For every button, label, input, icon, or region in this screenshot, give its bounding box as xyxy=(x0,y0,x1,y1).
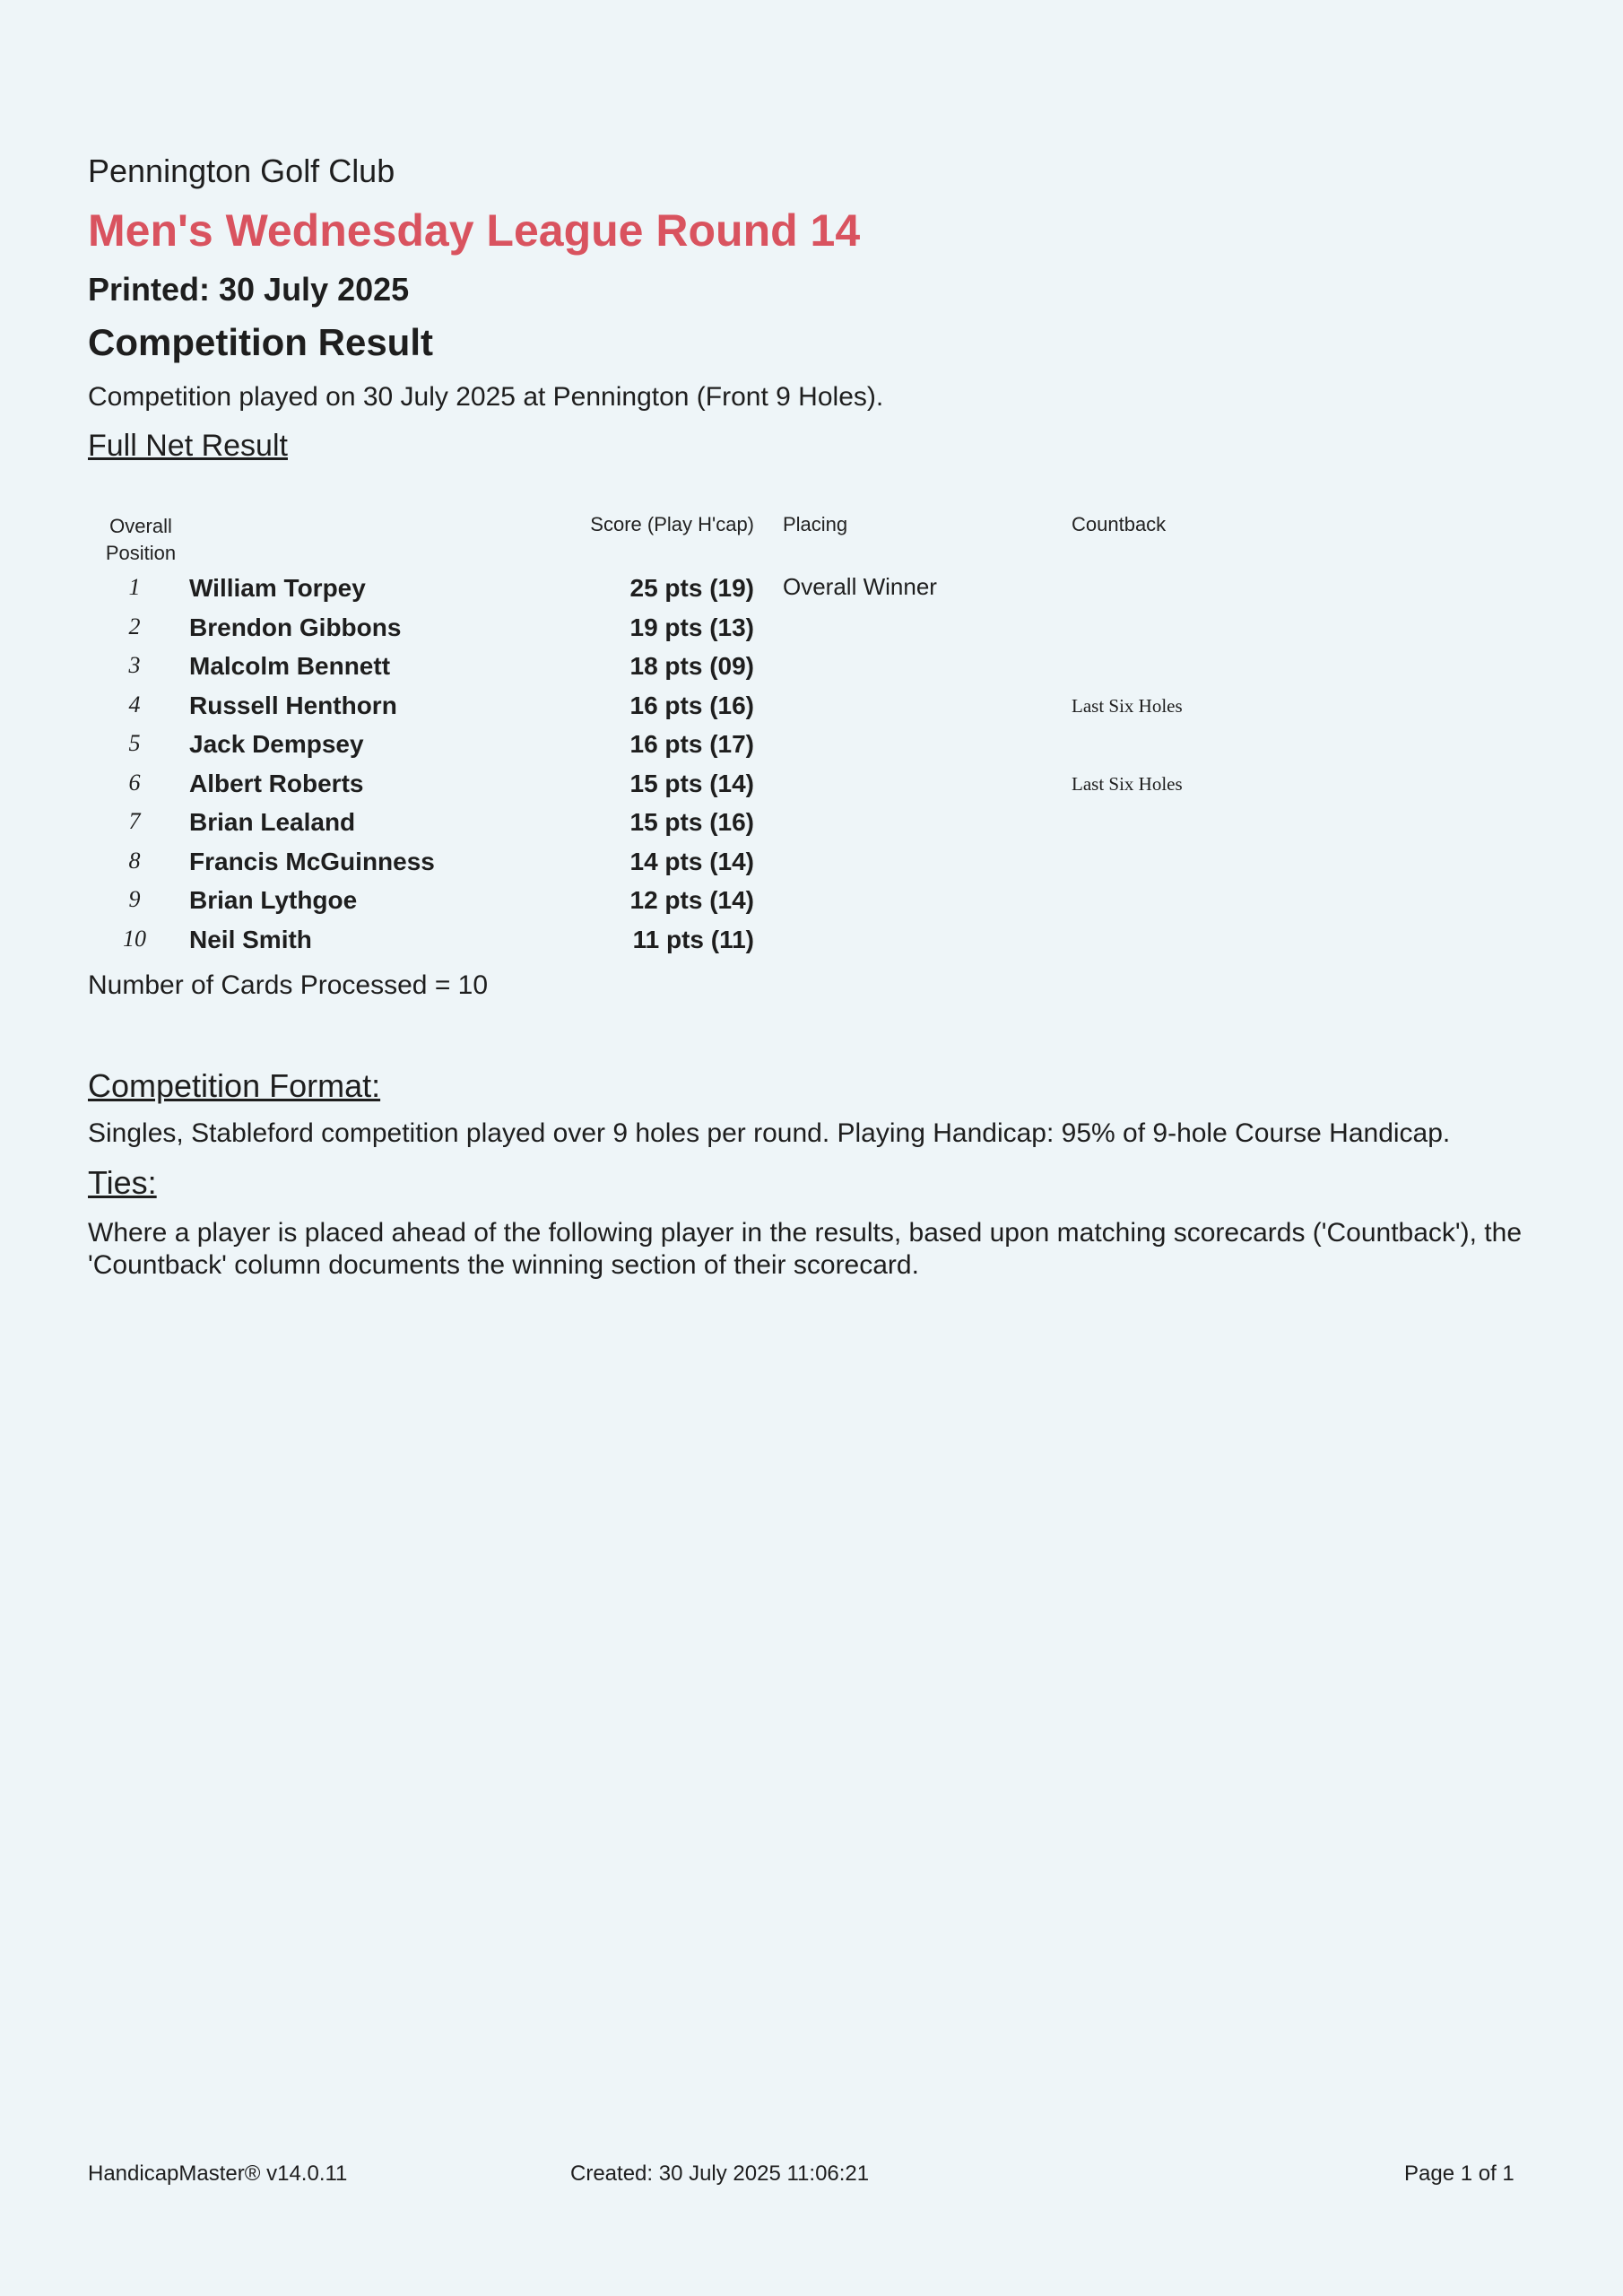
club-name: Pennington Golf Club xyxy=(88,152,395,189)
section-title: Competition Result xyxy=(88,321,433,363)
row-score: 15 pts (16) xyxy=(629,808,754,836)
row-position: 1 xyxy=(128,574,141,600)
row-score: 12 pts (14) xyxy=(629,886,754,914)
table-row xyxy=(0,766,1623,802)
row-player-name: William Torpey xyxy=(189,574,366,602)
column-header-score: Score (Play H'cap) xyxy=(590,513,754,535)
table-row xyxy=(0,922,1623,958)
row-countback: Last Six Holes xyxy=(1072,695,1183,717)
row-placing: Overall Winner xyxy=(783,573,937,600)
table-row xyxy=(0,648,1623,684)
played-on-line: Competition played on 30 July 2025 at Pennington (Front 9 Holes). xyxy=(88,382,884,412)
format-text: Singles, Stableford competition played over 9 holes per round. Playing Handicap: 95% of 9-hole Course Handicap. xyxy=(88,1118,1451,1148)
row-player-name: Malcolm Bennett xyxy=(189,652,391,680)
row-position: 10 xyxy=(123,926,146,952)
cards-processed: Number of Cards Processed = 10 xyxy=(88,970,489,1000)
row-player-name: Francis McGuinness xyxy=(189,848,435,875)
row-player-name: Russell Henthorn xyxy=(189,691,397,719)
row-player-name: Albert Roberts xyxy=(189,770,364,797)
footer-created: Created: 30 July 2025 11:06:21 xyxy=(570,2161,870,2186)
footer-page-number: Page 1 of 1 xyxy=(1404,2161,1515,2186)
column-header-position-line1: Overall xyxy=(109,515,172,537)
table-row xyxy=(0,688,1623,724)
row-position: 5 xyxy=(128,730,141,756)
row-player-name: Jack Dempsey xyxy=(189,730,364,758)
footer-software: HandicapMaster® v14.0.11 xyxy=(88,2161,348,2186)
row-position: 4 xyxy=(128,691,141,718)
row-position: 9 xyxy=(128,886,141,912)
row-score: 25 pts (19) xyxy=(629,574,754,602)
column-header-position xyxy=(100,513,181,567)
row-player-name: Brendon Gibbons xyxy=(189,613,402,641)
table-row xyxy=(0,804,1623,840)
row-player-name: Brian Lealand xyxy=(189,808,356,836)
table-row xyxy=(0,883,1623,918)
column-header-placing: Placing xyxy=(783,513,848,535)
printed-date: Printed: 30 July 2025 xyxy=(88,271,410,308)
row-position: 7 xyxy=(128,808,141,834)
format-heading: Competition Format: xyxy=(88,1067,381,1104)
row-position: 2 xyxy=(128,613,141,639)
row-score: 11 pts (11) xyxy=(632,926,754,953)
table-row xyxy=(0,610,1623,646)
row-player-name: Brian Lythgoe xyxy=(189,886,358,914)
table-row xyxy=(0,844,1623,880)
row-player-name: Neil Smith xyxy=(189,926,312,953)
table-row xyxy=(0,570,1623,606)
row-score: 15 pts (14) xyxy=(629,770,754,797)
result-heading: Full Net Result xyxy=(88,429,288,463)
competition-title: Men's Wednesday League Round 14 xyxy=(88,205,861,256)
row-position: 8 xyxy=(128,848,141,874)
ties-heading: Ties: xyxy=(88,1164,157,1201)
column-header-position-line2: Position xyxy=(105,542,177,564)
row-score: 18 pts (09) xyxy=(629,652,754,680)
row-score: 19 pts (13) xyxy=(629,613,754,641)
row-score: 14 pts (14) xyxy=(629,848,754,875)
row-position: 6 xyxy=(128,770,141,796)
table-row xyxy=(0,726,1623,762)
column-header-countback: Countback xyxy=(1072,513,1167,535)
row-position: 3 xyxy=(128,652,141,678)
row-score: 16 pts (17) xyxy=(629,730,754,758)
ties-text: Where a player is placed ahead of the following player in the results, based upon matching scorecards ('Countback'), the 'Countback' column documents the winning section of their scorecard. xyxy=(88,1218,1523,1280)
row-score: 16 pts (16) xyxy=(629,691,754,719)
row-countback: Last Six Holes xyxy=(1072,773,1183,795)
